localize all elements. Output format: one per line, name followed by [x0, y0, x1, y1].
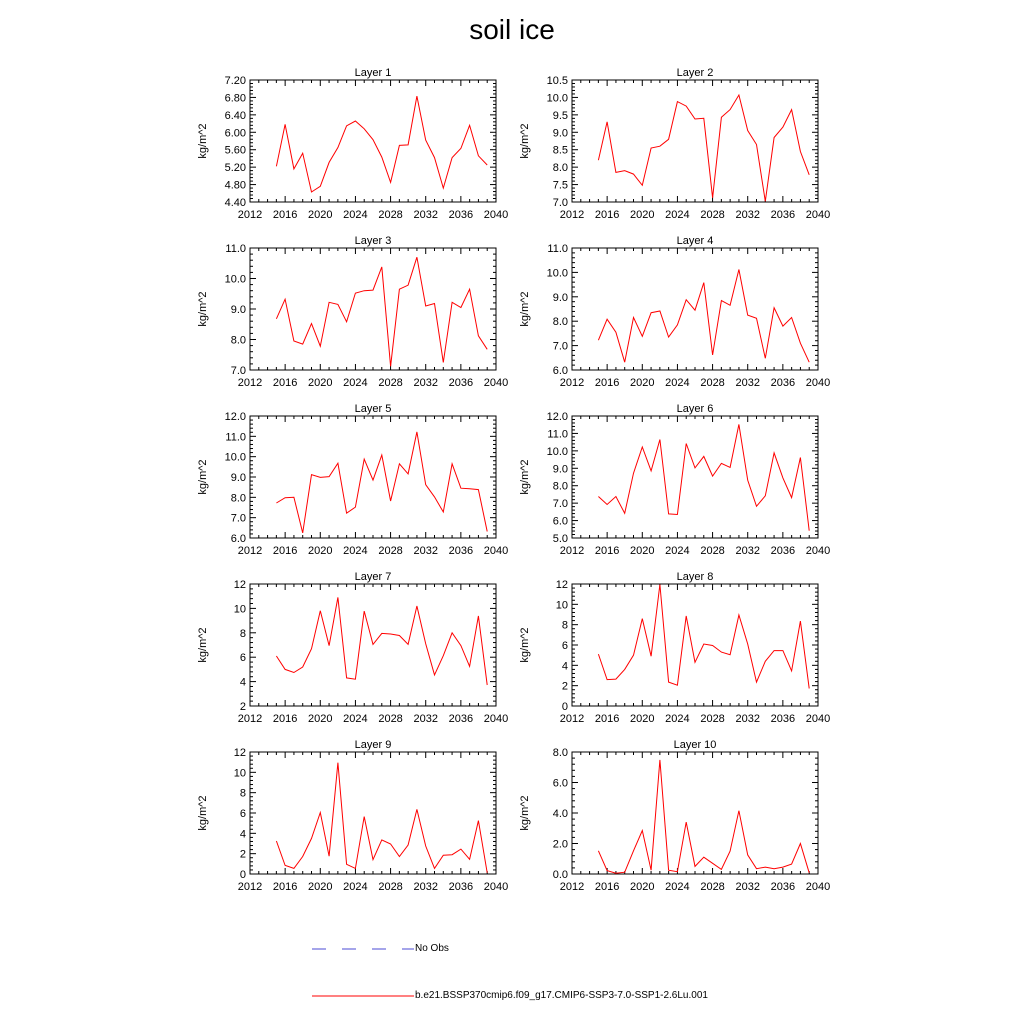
plot-frame — [572, 80, 818, 202]
y-tick-label: 5.60 — [224, 144, 246, 157]
y-axis-label: kg/m^2 — [197, 123, 209, 159]
x-tick-label: 2040 — [483, 881, 509, 893]
x-tick-label: 2036 — [448, 713, 474, 725]
x-tick-label: 2028 — [378, 881, 403, 893]
y-tick-label: 6 — [561, 640, 568, 652]
x-tick-label: 2024 — [343, 377, 368, 389]
x-tick-label: 2032 — [735, 209, 760, 221]
y-tick-label: 6.40 — [224, 109, 246, 122]
series-line — [598, 95, 809, 201]
panel-layer-6 — [519, 403, 830, 557]
x-tick-label: 2012 — [237, 545, 263, 557]
y-tick-label: 10 — [233, 767, 246, 780]
y-tick-label: 9.0 — [552, 291, 568, 304]
panel-title: Layer 9 — [354, 739, 392, 751]
x-tick-label: 2040 — [805, 209, 831, 221]
x-tick-label: 2036 — [770, 209, 796, 221]
y-tick-label: 4.40 — [224, 197, 246, 209]
x-tick-label: 2024 — [343, 209, 368, 221]
x-tick-label: 2040 — [483, 713, 509, 725]
x-tick-label: 2032 — [413, 545, 438, 557]
y-tick-label: 6.0 — [552, 515, 568, 528]
plot-frame — [250, 80, 496, 202]
y-tick-label: 9.0 — [552, 463, 568, 476]
y-tick-label: 12.0 — [546, 411, 568, 423]
plot-frame — [572, 416, 818, 538]
series-line — [598, 424, 809, 530]
x-tick-label: 2040 — [805, 377, 831, 389]
y-tick-label: 7.5 — [552, 179, 568, 192]
series-line — [276, 96, 487, 192]
y-tick-label: 6 — [239, 808, 246, 820]
x-tick-label: 2020 — [630, 881, 655, 893]
y-tick-label: 4 — [239, 676, 246, 689]
x-tick-label: 2040 — [805, 713, 831, 725]
y-tick-label: 8.0 — [552, 747, 568, 759]
x-tick-label: 2020 — [630, 209, 655, 221]
plot-frame — [572, 584, 818, 706]
y-tick-label: 7.20 — [224, 75, 246, 87]
panel-title: Layer 10 — [673, 739, 717, 751]
y-tick-label: 10.0 — [224, 451, 246, 464]
y-tick-label: 7.0 — [552, 340, 568, 353]
y-tick-label: 12 — [233, 579, 246, 591]
x-tick-label: 2040 — [483, 545, 509, 557]
x-tick-label: 2024 — [665, 209, 690, 221]
y-axis-label: kg/m^2 — [197, 459, 209, 495]
x-tick-label: 2032 — [413, 377, 438, 389]
x-tick-label: 2024 — [343, 545, 368, 557]
legend-model-label: b.e21.BSSP370cmip6.f09_g17.CMIP6-SSP3-7.0-SSP1-2.6Lu.001 — [415, 990, 708, 1001]
y-tick-label: 9.0 — [230, 472, 246, 484]
x-tick-label: 2016 — [594, 209, 620, 221]
x-tick-label: 2032 — [413, 713, 438, 725]
x-tick-label: 2024 — [665, 881, 690, 893]
panel-title: Layer 8 — [676, 571, 714, 583]
y-tick-label: 8.0 — [230, 334, 246, 347]
x-tick-label: 2024 — [343, 713, 368, 725]
x-tick-label: 2020 — [308, 881, 333, 893]
panel-title: Layer 1 — [354, 67, 392, 79]
y-tick-label: 10 — [233, 603, 246, 616]
y-tick-label: 2 — [239, 848, 246, 861]
x-tick-label: 2020 — [308, 713, 333, 725]
x-tick-label: 2036 — [770, 377, 796, 389]
panel-layer-9 — [197, 739, 508, 893]
y-tick-label: 8 — [239, 627, 246, 640]
y-tick-label: 10.0 — [546, 92, 568, 105]
x-tick-label: 2036 — [448, 881, 474, 893]
y-tick-label: 2.0 — [552, 838, 568, 851]
y-tick-label: 8.0 — [552, 316, 568, 329]
y-axis-label: kg/m^2 — [519, 123, 531, 159]
panel-title: Layer 4 — [676, 235, 714, 247]
x-tick-label: 2012 — [559, 881, 585, 893]
x-tick-label: 2032 — [413, 209, 438, 221]
x-tick-label: 2020 — [630, 377, 655, 389]
plot-frame — [250, 752, 496, 874]
x-tick-label: 2024 — [343, 881, 368, 893]
x-tick-label: 2028 — [378, 713, 403, 725]
x-tick-label: 2012 — [237, 881, 263, 893]
x-tick-label: 2032 — [735, 881, 760, 893]
x-tick-label: 2036 — [448, 377, 474, 389]
x-tick-label: 2028 — [700, 377, 725, 389]
y-tick-label: 0.0 — [552, 869, 568, 881]
y-tick-label: 6.00 — [224, 127, 246, 140]
x-tick-label: 2012 — [559, 209, 585, 221]
chart-main-title: soil ice — [469, 14, 555, 45]
y-tick-label: 6.0 — [552, 365, 568, 377]
x-tick-label: 2028 — [700, 713, 725, 725]
x-tick-label: 2016 — [272, 209, 298, 221]
y-tick-label: 0 — [239, 869, 246, 881]
x-tick-label: 2032 — [413, 881, 438, 893]
y-tick-label: 5.20 — [224, 162, 246, 175]
x-tick-label: 2020 — [308, 377, 333, 389]
y-axis-label: kg/m^2 — [519, 627, 531, 663]
y-tick-label: 0 — [561, 701, 568, 713]
x-tick-label: 2024 — [665, 545, 690, 557]
y-tick-label: 10.0 — [546, 445, 568, 458]
x-tick-label: 2032 — [735, 713, 760, 725]
y-tick-label: 12 — [233, 747, 246, 759]
panel-layer-8 — [519, 571, 830, 725]
x-tick-label: 2012 — [559, 545, 585, 557]
panel-title: Layer 2 — [676, 67, 714, 79]
y-tick-label: 10.0 — [224, 273, 246, 286]
panel-layer-4 — [519, 235, 830, 389]
x-tick-label: 2012 — [237, 209, 263, 221]
y-tick-label: 6 — [239, 652, 246, 665]
x-tick-label: 2020 — [308, 209, 333, 221]
y-axis-label: kg/m^2 — [197, 291, 209, 327]
y-tick-label: 9.5 — [552, 109, 568, 122]
y-tick-label: 11.0 — [547, 428, 568, 441]
y-tick-label: 6.0 — [230, 533, 246, 545]
y-tick-label: 12 — [555, 579, 568, 591]
x-tick-label: 2028 — [700, 545, 725, 557]
y-tick-label: 8.5 — [552, 144, 568, 157]
x-tick-label: 2040 — [483, 377, 509, 389]
legend-obs-label: No Obs — [415, 943, 449, 954]
x-tick-label: 2012 — [559, 713, 585, 725]
panel-layer-7 — [197, 571, 508, 725]
plot-frame — [572, 752, 818, 874]
x-tick-label: 2028 — [378, 545, 403, 557]
y-tick-label: 8.0 — [230, 492, 246, 505]
y-tick-label: 8.0 — [552, 162, 568, 175]
series-line — [598, 760, 809, 873]
panel-layer-10 — [519, 739, 830, 893]
y-tick-label: 2 — [239, 701, 246, 713]
x-tick-label: 2016 — [594, 545, 620, 557]
y-tick-label: 4.80 — [224, 179, 246, 192]
x-tick-label: 2012 — [237, 713, 263, 725]
x-tick-label: 2040 — [483, 209, 509, 221]
series-line — [276, 257, 487, 366]
y-axis-label: kg/m^2 — [519, 459, 531, 495]
series-line — [276, 763, 487, 873]
y-tick-label: 10.0 — [546, 267, 568, 280]
y-axis-label: kg/m^2 — [197, 795, 209, 831]
panel-layer-3 — [197, 235, 508, 389]
y-axis-label: kg/m^2 — [197, 627, 209, 663]
y-axis-label: kg/m^2 — [519, 795, 531, 831]
y-tick-label: 11.0 — [547, 243, 568, 255]
y-tick-label: 9.0 — [230, 304, 246, 316]
x-tick-label: 2012 — [559, 377, 585, 389]
panel-layer-5 — [197, 403, 508, 557]
x-tick-label: 2020 — [630, 545, 655, 557]
x-tick-label: 2016 — [272, 545, 298, 557]
x-tick-label: 2036 — [770, 713, 796, 725]
x-tick-label: 2036 — [770, 545, 796, 557]
y-axis-label: kg/m^2 — [519, 291, 531, 327]
plot-frame — [250, 416, 496, 538]
x-tick-label: 2032 — [735, 377, 760, 389]
panel-title: Layer 5 — [354, 403, 392, 415]
x-tick-label: 2028 — [700, 209, 725, 221]
y-tick-label: 8 — [239, 787, 246, 800]
panel-title: Layer 6 — [676, 403, 714, 415]
y-tick-label: 5.0 — [552, 533, 568, 545]
panel-title: Layer 7 — [354, 571, 392, 583]
y-tick-label: 4 — [561, 660, 568, 673]
y-tick-label: 11.0 — [225, 431, 246, 444]
y-tick-label: 7.0 — [230, 365, 246, 377]
x-tick-label: 2012 — [237, 377, 263, 389]
x-tick-label: 2016 — [272, 377, 298, 389]
y-tick-label: 4.0 — [552, 808, 568, 820]
y-tick-label: 8.0 — [552, 480, 568, 493]
x-tick-label: 2016 — [594, 377, 620, 389]
series-line — [598, 585, 809, 689]
y-tick-label: 12.0 — [224, 411, 246, 423]
panel-layer-2 — [519, 67, 830, 221]
y-tick-label: 7.0 — [230, 512, 246, 525]
x-tick-label: 2016 — [594, 713, 620, 725]
x-tick-label: 2036 — [448, 209, 474, 221]
x-tick-label: 2020 — [308, 545, 333, 557]
x-tick-label: 2036 — [448, 545, 474, 557]
y-tick-label: 7.0 — [552, 197, 568, 209]
x-tick-label: 2016 — [594, 881, 620, 893]
y-tick-label: 2 — [561, 680, 568, 693]
y-tick-label: 6.80 — [224, 92, 246, 105]
panel-title: Layer 3 — [354, 235, 392, 247]
y-tick-label: 6.0 — [552, 777, 568, 790]
x-tick-label: 2028 — [378, 209, 403, 221]
x-tick-label: 2024 — [665, 713, 690, 725]
x-tick-label: 2016 — [272, 881, 298, 893]
x-tick-label: 2024 — [665, 377, 690, 389]
x-tick-label: 2028 — [378, 377, 403, 389]
y-tick-label: 9.0 — [552, 127, 568, 140]
x-tick-label: 2020 — [630, 713, 655, 725]
series-line — [276, 432, 487, 533]
x-tick-label: 2040 — [805, 545, 831, 557]
y-tick-label: 7.0 — [552, 498, 568, 511]
x-tick-label: 2016 — [272, 713, 298, 725]
panel-layer-1 — [197, 67, 508, 221]
y-tick-label: 11.0 — [225, 243, 246, 255]
y-tick-label: 4 — [239, 828, 246, 841]
y-tick-label: 8 — [561, 619, 568, 632]
y-tick-label: 10.5 — [546, 75, 568, 87]
x-tick-label: 2028 — [700, 881, 725, 893]
series-line — [276, 597, 487, 685]
series-line — [598, 270, 809, 363]
x-tick-label: 2036 — [770, 881, 796, 893]
x-tick-label: 2040 — [805, 881, 831, 893]
x-tick-label: 2032 — [735, 545, 760, 557]
y-tick-label: 10 — [555, 599, 568, 612]
